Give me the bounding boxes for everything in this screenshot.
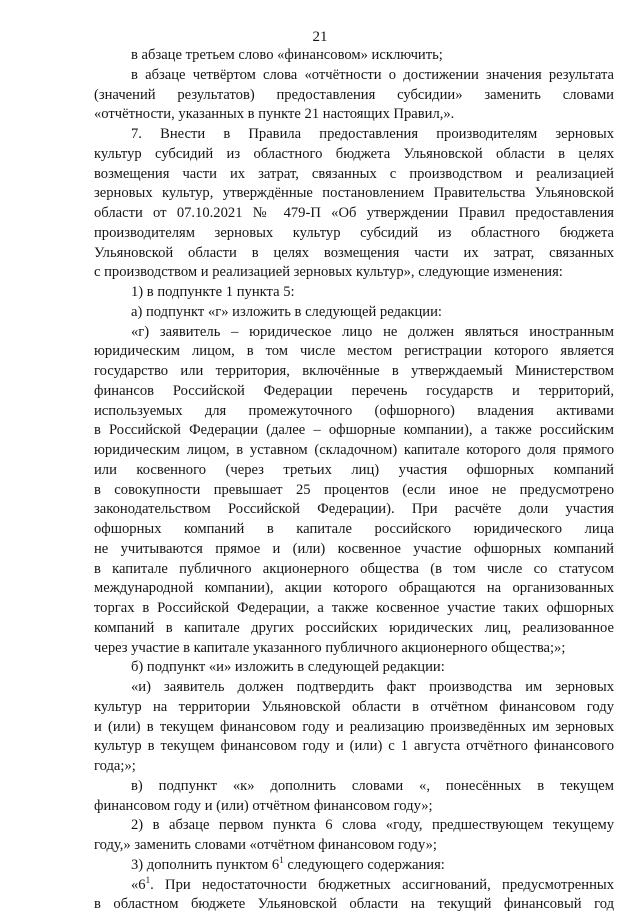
line-text: «6 (131, 876, 146, 893)
text-line (94, 718, 614, 738)
text-line (94, 46, 614, 66)
text-line (94, 323, 614, 343)
text-line (94, 204, 614, 224)
text-line (94, 283, 614, 303)
line-text: не учитываются прямое и (или) косвенное участие офшорных компаний (94, 540, 614, 557)
document-body (94, 46, 614, 915)
page-number: 21 (312, 29, 328, 45)
line-text: международной компании), акции которого обращаются на организованных (94, 580, 614, 597)
text-line (94, 165, 614, 185)
text-line (94, 895, 614, 915)
line-text: культур в текущем финансовом году и (или) с 1 августа отчётного финансового (94, 738, 614, 755)
line-text: Ульяновской области в целях возмещения части их затрат, связанных (94, 244, 614, 261)
text-line (94, 402, 614, 422)
text-line (94, 184, 614, 204)
line-text: законодательством Российской Федерации). При расчёте доли участия (94, 501, 614, 518)
line-text: с производством и реализацией зерновых культур», следующие изменения: (94, 264, 563, 281)
line-text-continued: . При недостаточности бюджетных ассигнований, предусмотренных (150, 876, 614, 893)
text-line (94, 856, 614, 876)
line-text: (значений результатов) предоставления субсидии» заменить словами (94, 86, 614, 103)
text-line (94, 303, 614, 323)
line-text: «отчётности, указанных в пункте 21 настоящих Правил,». (94, 106, 455, 123)
line-text: 1) в подпункте 1 пункта 5: (131, 284, 295, 300)
text-line (94, 797, 614, 817)
line-text: государство или территория, включённые в утверждаемый Министерством (94, 363, 614, 379)
text-line (94, 639, 614, 659)
line-text: года;»; (94, 758, 136, 774)
text-line (94, 421, 614, 441)
text-line (94, 441, 614, 461)
line-text: производителям зерновых культур субсидий из областного бюджета (94, 224, 614, 241)
superscript: 1 (279, 855, 284, 865)
text-line (94, 757, 614, 777)
line-text: в абзаце четвёртом слова «отчётности о достижении значения результата (131, 66, 614, 83)
text-line (94, 362, 614, 382)
line-text: возмещения части их затрат, связанных с производством и реализацией (94, 165, 614, 182)
text-line (94, 816, 614, 836)
line-text: финансов Российской Федерации перечень государств и территорий, (94, 382, 614, 399)
line-text: офшорных компаний в капитале российского юридического лица (94, 521, 614, 537)
line-text: юридическим лицом, в том числе местом регистрации которого является (94, 343, 614, 360)
line-text: компаний в капитале других российских юридических лиц, реализованное (94, 619, 614, 636)
text-line (94, 145, 614, 165)
text-line (94, 658, 614, 678)
text-line (94, 342, 614, 362)
line-text: в совокупности превышает 25 процентов (если иное не предусмотрено (94, 481, 614, 498)
text-line (94, 382, 614, 402)
line-text: 7. Внести в Правила предоставления производителям зерновых (131, 126, 614, 142)
line-text: финансовом году и (или) отчётном финансовом году»; (94, 797, 433, 814)
line-text: культур субсидий из областного бюджета Ульяновской области в целях (94, 145, 614, 162)
text-line (94, 619, 614, 639)
line-text: используемых для промежуточного (офшорного) владения активами (94, 402, 614, 419)
line-text: в областном бюджете Ульяновской области на текущий финансовый год (94, 896, 614, 913)
line-text: году,» заменить словами «отчётном финансовом году»; (94, 837, 437, 853)
superscript: 1 (145, 875, 151, 885)
text-line (94, 481, 614, 501)
text-line (94, 500, 614, 520)
line-text: б) подпункт «и» изложить в следующей редакции: (131, 659, 445, 676)
text-line (94, 737, 614, 757)
line-text: и (или) в текущем финансовом году и реализацию произведённых им зерновых (94, 718, 614, 735)
text-line (94, 698, 614, 718)
line-text: культур на территории Ульяновской области в отчётном финансовом году (94, 698, 614, 715)
text-line (94, 579, 614, 599)
line-text: юридическим лицом, в уставном (складочном) капитале которого доля прямого (94, 442, 614, 458)
line-text: через участие в капитале указанного публичного акционерного общества;»; (94, 639, 566, 656)
line-text: области от 07.10.2021 № 479-П «Об утверждении Правил предоставления (94, 205, 614, 221)
line-text-continued: следующего содержания: (283, 856, 445, 873)
text-line (94, 520, 614, 540)
line-text: 2) в абзаце первом пункта 6 слова «году, предшествующем текущему (131, 817, 614, 834)
text-line (94, 125, 614, 145)
line-text: 3) дополнить пунктом 6 (131, 856, 280, 873)
text-line (94, 66, 614, 86)
line-text: «г) заявитель – юридическое лицо не должен являться иностранным (131, 323, 614, 340)
text-line (94, 540, 614, 560)
line-text: торгах в Российской Федерации, а также косвенное участие таких офшорных (94, 600, 614, 616)
text-line (94, 836, 614, 856)
text-line (94, 678, 614, 698)
line-text: в) подпункт «к» дополнить словами «, понесённых в текущем (131, 777, 614, 794)
line-text: зерновых культур, утверждённые постановлением Правительства Ульяновской (94, 185, 614, 202)
line-text: «и) заявитель должен подтвердить факт производства им зерновых (131, 679, 614, 695)
text-line (94, 86, 614, 106)
line-text: в Российской Федерации (далее – офшорные компании), а также российским (94, 422, 614, 439)
text-line (94, 461, 614, 481)
text-line (94, 876, 614, 896)
text-line (94, 224, 614, 244)
text-line (94, 777, 614, 797)
text-line (94, 244, 614, 264)
line-text: в капитале публичного акционерного общества (в том числе со статусом (94, 560, 614, 577)
text-line (94, 599, 614, 619)
line-text: а) подпункт «г» изложить в следующей редакции: (131, 303, 442, 320)
line-text: в абзаце третьем слово «финансовом» исключить; (131, 47, 443, 63)
text-line (94, 560, 614, 580)
line-text: или косвенного (через третьих лиц) участия офшорных компаний (94, 461, 614, 478)
text-line (94, 105, 614, 125)
text-line (94, 263, 614, 283)
